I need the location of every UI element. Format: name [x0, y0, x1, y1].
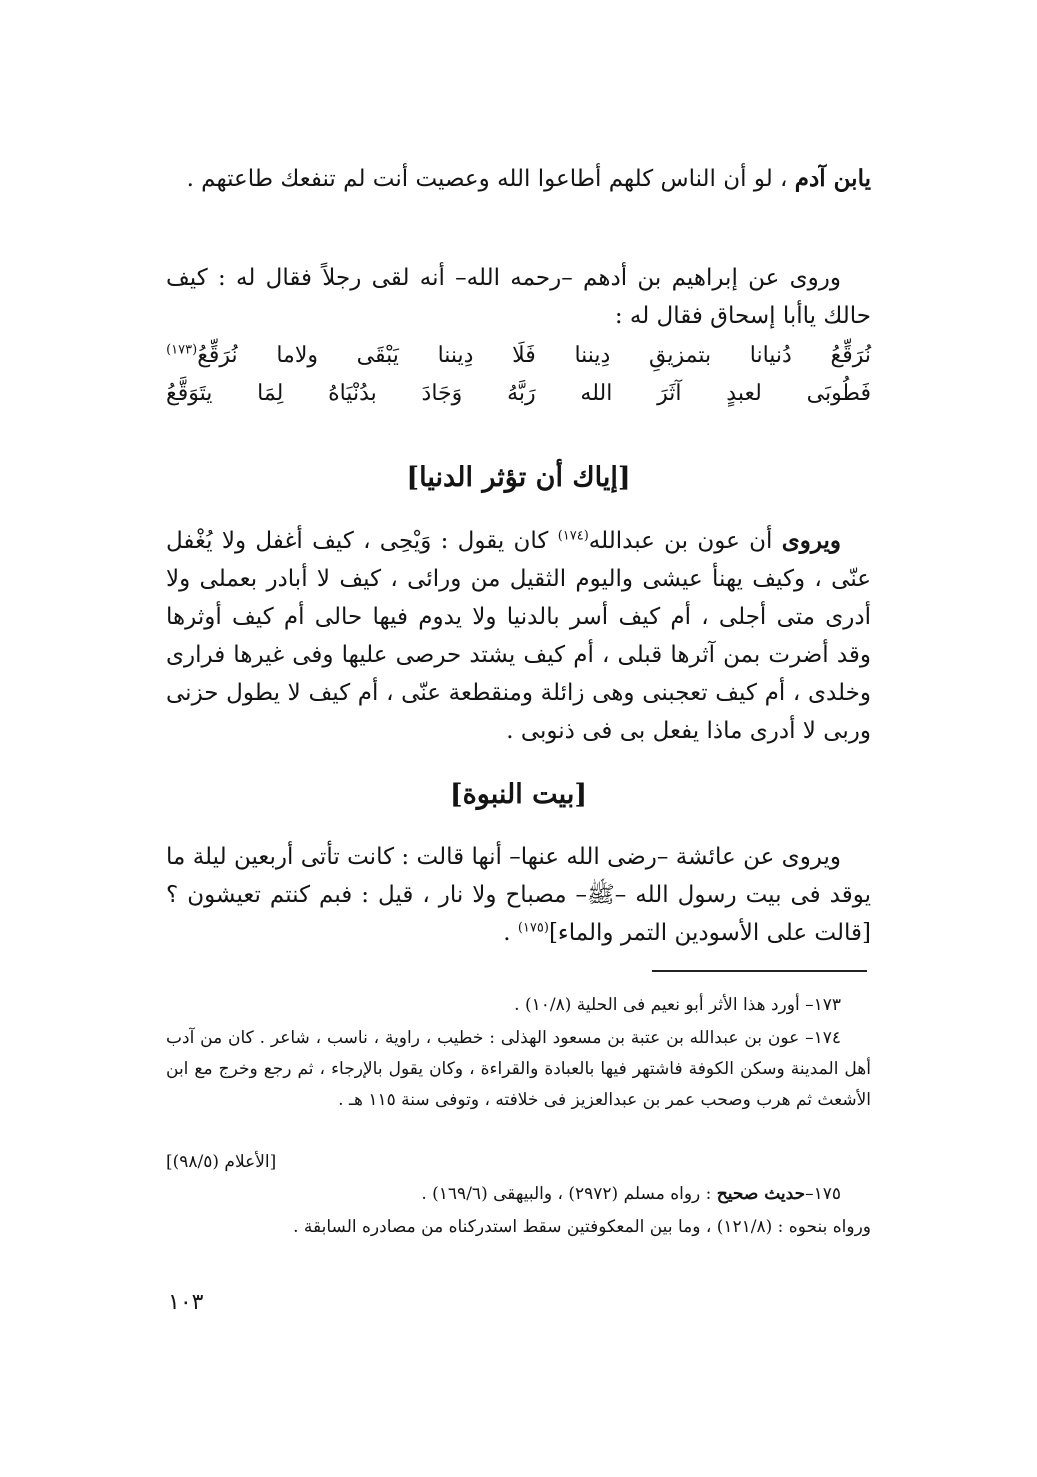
verse-word: فَطُوبَى	[806, 381, 871, 406]
paragraph-ibn-adam	[166, 160, 871, 198]
paragraph-ibrahim	[166, 259, 871, 335]
verse-word: نُرَقِّعُ	[830, 343, 871, 368]
verse-word: نُرَقِّعُ	[197, 343, 238, 368]
verse-word: لعبدٍ	[726, 381, 762, 406]
verse-word: دُنيانا	[749, 343, 792, 368]
verse-word: وَجَادَ	[421, 381, 463, 406]
verse-line-2	[166, 375, 871, 413]
paragraph-end: .	[503, 920, 511, 946]
footnote-174-reference: [الأعلام (٩٨/٥)]	[166, 1152, 277, 1172]
verse-word: لِمَا	[257, 381, 284, 406]
footnote-text: : رواه مسلم (٢٩٧٢) ، والبيهقى (١٦٩/٦) .	[421, 1184, 712, 1204]
verse-line-1	[166, 337, 871, 375]
verse-word: دِيننا	[437, 343, 474, 368]
verse-word: يتَوَقَّعُ	[166, 381, 213, 406]
footnote-lead: حديث صحيح	[716, 1184, 806, 1204]
paragraph-text: أن عون بن عبدالله	[588, 528, 773, 554]
paragraph-text: ويروى عن عائشة –رضى الله عنها– أنها قالت : كانت تأتى أربعين ليلة ما يوقد فى بيت رسول الله –ﷺ– مصباح ولا نار ، قيل : فبم كنتم تعيشون ؟ [قالت على الأسودين التمر والماء]	[166, 844, 871, 946]
footnote-divider	[652, 970, 867, 972]
paragraph-text: ، لو أن الناس كلهم أطاعوا الله وعصيت أنت لم تنفعك طاعتهم .	[186, 166, 788, 192]
paragraph-lead: يابن آدم	[794, 165, 871, 192]
paragraph-awn	[166, 522, 871, 750]
footnote-number: ١٧٥–	[805, 1184, 841, 1204]
verse-word: آثَرَ	[657, 381, 682, 406]
verse-word: بتمزيقِ	[649, 343, 712, 368]
footnote-ref-175: (١٧٥)	[517, 920, 549, 936]
paragraph-aisha	[166, 838, 871, 952]
verse-word: رَبَّهُ	[507, 381, 536, 406]
poem-verse	[166, 337, 871, 413]
section-heading-nubuwwa: [بيت النبوة]	[449, 779, 588, 810]
verse-word: يَبْقَى	[356, 343, 399, 368]
footnote-173: ١٧٣– أورد هذا الأثر أبو نعيم فى الحلية (١٠/٨) .	[514, 995, 841, 1015]
verse-word: فَلَا	[512, 343, 536, 368]
footnote-ref-174: (١٧٤)	[557, 528, 589, 544]
verse-word: دِيننا	[574, 343, 611, 368]
verse-word: الله	[580, 381, 613, 406]
page-number: ١٠٣	[168, 1290, 204, 1315]
paragraph-lead: ويروى	[781, 527, 842, 554]
footnote-175-continued: ورواه بنحوه : (١٢١/٨) ، وما بين المعكوفتين سقط استدركناه من مصادره السابقة .	[293, 1217, 871, 1237]
paragraph-text: وروى عن إبراهيم بن أدهم –رحمه الله– أنه لقى رجلاً فقال له : كيف حالك ياأبا إسحاق فقال له :	[166, 265, 871, 329]
footnote-174: ١٧٤– عون بن عبدالله بن عتبة بن مسعود الهذلى : خطيب ، راوية ، ناسب ، شاعر . كان من آدب أهل المدينة وسكن الكوفة فاشتهر فيها بالعبادة والقراءة ، وكان يقول بالإرجاء ، ثم رجع وخرج مع ابن الأشعث ثم هرب وصحب عمر بن عبدالعزيز فى خلافته ، وتوفى سنة ١١٥ هـ .	[166, 1028, 871, 1110]
verse-word: ولاما	[276, 343, 319, 368]
verse-word: بدُنْيَاهُ	[328, 381, 377, 406]
footnote-175	[166, 1179, 871, 1210]
section-heading-dunya: [إياك أن تؤثر الدنيا]	[406, 462, 631, 493]
paragraph-text: كان يقول : وَيْحِى ، كيف أغفل ولا يُغْفل عنّى ، وكيف يهنأ عيشى واليوم الثقيل من ورائى ، كيف لا أبادر بعملى ولا أدرى متى أجلى ، أم كيف أسر بالدنيا ولا يدوم فيها حالى أم كيف أوثرها وقد أضرت بمن آثرها قبلى ، أم كيف يشتد حرصى عليها وفى غيرها فرارى وخلدى ، أم كيف تعجبنى وهى زائلة ومنقطعة عنّى ، أم كيف لا يطول حزنى وربى لا أدرى ماذا يفعل بى فى ذنوبى .	[166, 528, 871, 744]
footnote-ref-173: (١٧٣)	[166, 342, 198, 358]
